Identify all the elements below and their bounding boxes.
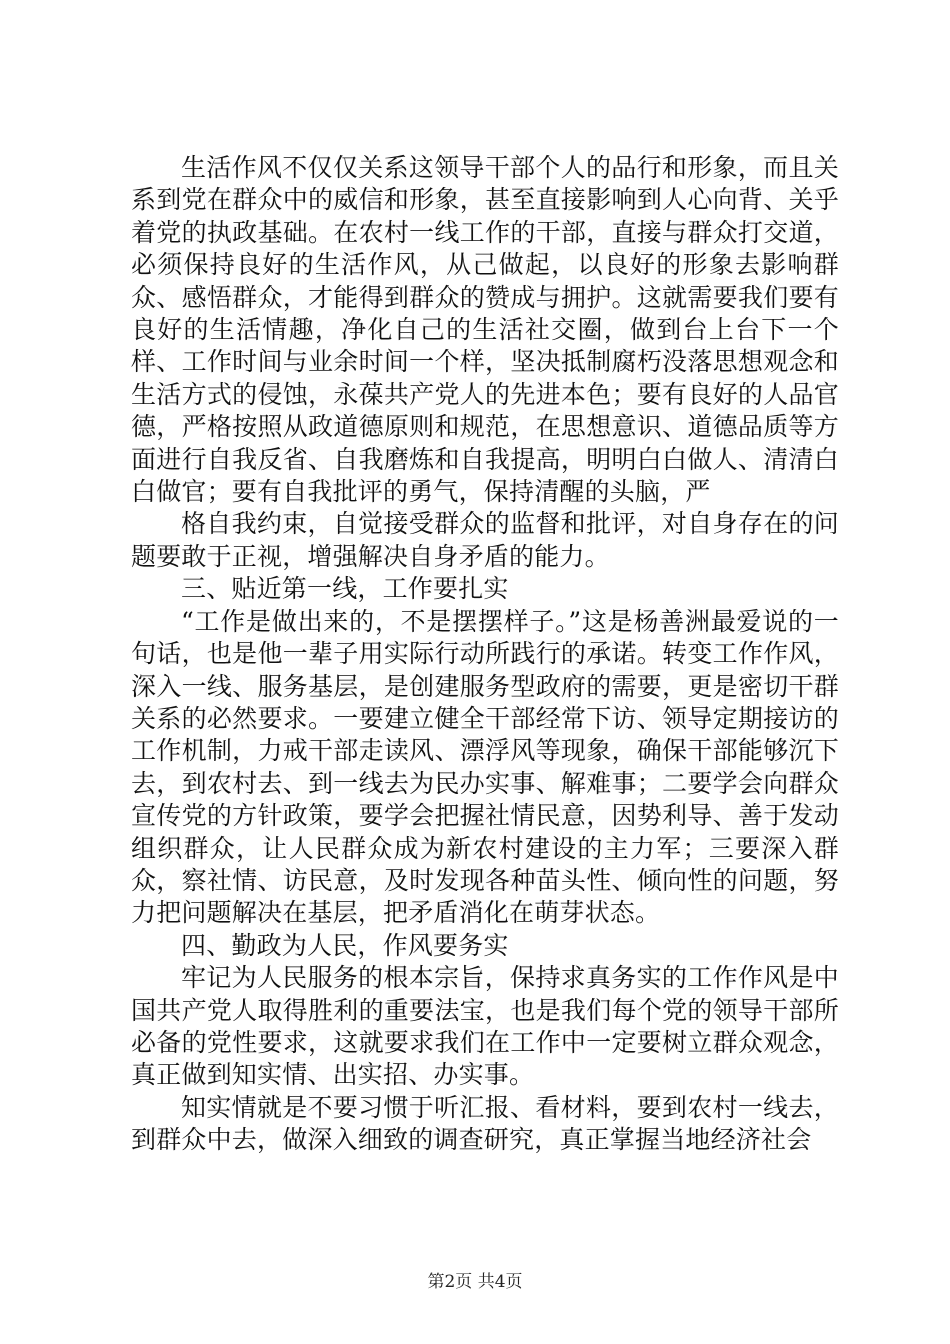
section-heading-3: 三、贴近第一线，工作要扎实 — [181, 574, 509, 604]
paragraph-lifestyle: 生活作风不仅仅关系这领导干部个人的品行和形象，而且关系到党在群众中的威信和形象，甚至直接影响到人心向背、关乎着党的执政基础。在农村一线工作的干部，直接与群众打交道，必须保持良好的生活作风，从己做起，以良好的形象去影响群众、感悟群众，才能得到群众的赞成与拥护。这就需要我们要有良好的生活情趣，净化自己的生活社交圈，做到台上台下一个样、工作时间与业余时间一个样，坚决抵制腐朽没落思想观念和生活方式的侵蚀，永葆共产党人的先进本色；要有良好的人品官德，严格按照从政道德原则和规范，在思想意识、道德品质等方面进行自我反省、自我磨炼和自我提高，明明白白做人、清清白白做官；要有自我批评的勇气，保持清醒的头脑，严 — [131, 153, 839, 507]
document-body — [131, 152, 839, 1157]
section-heading-4: 四、勤政为人民，作风要务实 — [181, 930, 509, 960]
paragraph-serve-people: 牢记为人民服务的根本宗旨，保持求真务实的工作作风是中国共产党人取得胜利的重要法宝，也是我们每个党的领导干部所必备的党性要求，这就要求我们在工作中一定要树立群众观念，真正做到知实情、出实招、办实事。 — [131, 963, 839, 1090]
paragraph-self-discipline: 格自我约束，自觉接受群众的监督和批评，对自身存在的问题要敢于正视，增强解决自身矛盾的能力。 — [131, 509, 839, 571]
page-number: 第2页 共4页 — [427, 1272, 523, 1292]
page-footer — [0, 1267, 950, 1292]
paragraph-frontline: “工作是做出来的，不是摆摆样子。”这是杨善洲最爱说的一句话，也是他一辈子用实际行动所践行的承诺。转变工作作风，深入一线、服务基层，是创建服务型政府的需要，更是密切干群关系的必然要求。一要建立健全干部经常下访、领导定期接访的工作机制，力戒干部走读风、漂浮风等现象，确保干部能够沉下去，到农村去、到一线去为民办实事、解难事；二要学会向群众宣传党的方针政策，要学会把握社情民意，因势利导、善于发动组织群众，让人民群众成为新农村建设的主力军；三要深入群众，察社情、访民意，及时发现各种苗头性、倾向性的问题，努力把问题解决在基层，把矛盾消化在萌芽状态。 — [131, 606, 839, 928]
paragraph-know-facts: 知实情就是不要习惯于听汇报、看材料，要到农村一线去，到群众中去，做深入细致的调查研究，真正掌握当地经济社会 — [131, 1092, 839, 1155]
